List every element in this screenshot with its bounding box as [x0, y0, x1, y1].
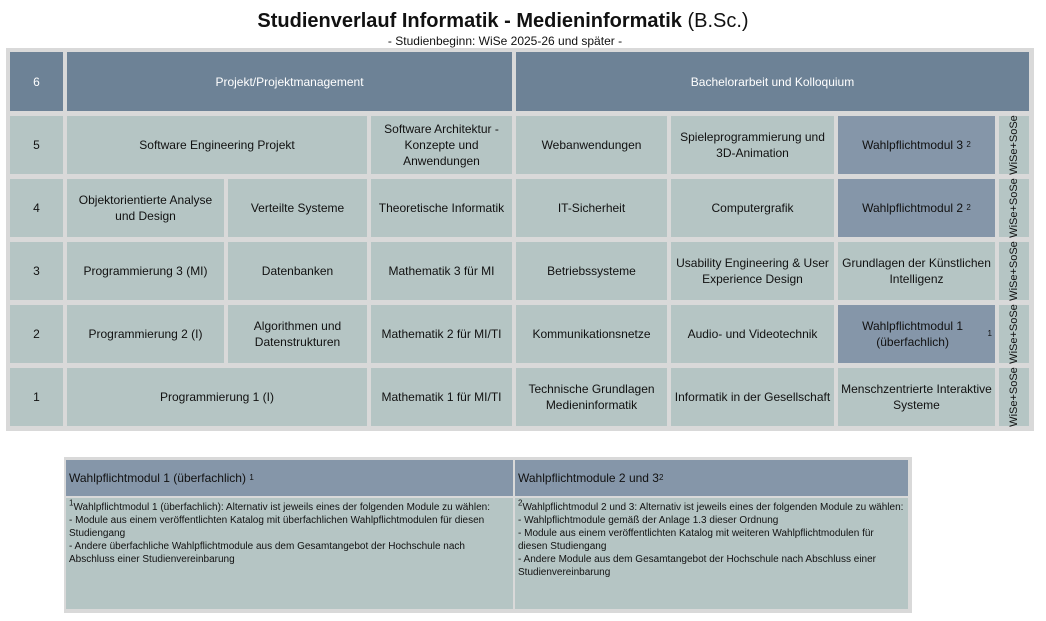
module-wahlpflichtmodul-2-label: Wahlpflichtmodul 2 — [862, 201, 964, 215]
term-label-5 — [999, 116, 1029, 174]
module-wahlpflichtmodul-1-label: Wahlpflichtmodul 1 (überfachlich) — [862, 319, 964, 349]
module-projektmanagement[interactable]: Projekt/Projektmanagement — [67, 52, 512, 111]
module-theoretische-informatik[interactable]: Theoretische Informatik — [371, 179, 512, 237]
legend-line-text: Wahlpflichtmodul 2 und 3: Alternativ ist jeweils eines der folgenden Module zu wählen: — [522, 502, 904, 513]
page-title-main: Studienverlauf Informatik - Medieninformatik — [257, 10, 682, 32]
semester-number-2: 2 — [10, 305, 63, 363]
module-objektorientierte-analyse[interactable]: Objektorientierte Analyse und Design — [67, 179, 224, 237]
page-title — [0, 10, 1006, 33]
term-label-4 — [999, 179, 1029, 237]
term-label-1 — [999, 368, 1029, 426]
module-wahlpflichtmodul-3[interactable]: Wahlpflichtmodul 3 2 — [838, 116, 995, 174]
legend-wpm1-line: - Andere überfachliche Wahlpflichtmodule aus dem Gesamtangebot der Hochschule nach Abschluss einer Studienvereinbarung — [69, 541, 465, 565]
module-audio-videotechnik[interactable]: Audio- und Videotechnik — [671, 305, 834, 363]
module-usability-engineering[interactable]: Usability Engineering & User Experience Design — [671, 242, 834, 300]
legend-wpm1-line: - Module aus einem veröffentlichten Katalog mit überfachlichen Wahlpflichtmodulen für diesen Studiengang — [69, 515, 485, 539]
module-mathematik-2[interactable]: Mathematik 2 für MI/TI — [371, 305, 512, 363]
module-mathematik-3[interactable]: Mathematik 3 für MI — [371, 242, 512, 300]
legend-wpm1-header: Wahlpflichtmodul 1 (überfachlich) 1 — [66, 460, 513, 496]
module-informatik-gesellschaft[interactable]: Informatik in der Gesellschaft — [671, 368, 834, 426]
module-programmierung-1[interactable]: Programmierung 1 (I) — [67, 368, 367, 426]
term-text: WiSe+SoSe — [1008, 367, 1020, 427]
footnote-marker: 1 — [69, 498, 74, 508]
module-wahlpflichtmodul-1[interactable]: Wahlpflichtmodul 1 (überfachlich) 1 — [838, 305, 995, 363]
module-webanwendungen[interactable]: Webanwendungen — [516, 116, 667, 174]
module-verteilte-systeme[interactable]: Verteilte Systeme — [228, 179, 367, 237]
page-title-degree: (B.Sc.) — [687, 10, 749, 32]
semester-number-6: 6 — [10, 52, 63, 111]
module-computergrafik[interactable]: Computergrafik — [671, 179, 834, 237]
term-text: WiSe+SoSe — [1008, 304, 1020, 364]
module-programmierung-2[interactable]: Programmierung 2 (I) — [67, 305, 224, 363]
term-text: WiSe+SoSe — [1008, 241, 1020, 301]
legend-wpm23-header: Wahlpflichtmodule 2 und 3 2 — [515, 460, 908, 496]
legend-wpm23-line: - Module aus einem veröffentlichten Katalog mit weiteren Wahlpflichtmodulen für diesen Studiengang — [518, 528, 874, 552]
page-subtitle: - Studienbeginn: WiSe 2025-26 und später - — [387, 34, 623, 48]
legend-wpm23-line: - Andere Module aus dem Gesamtangebot der Hochschule nach Abschluss einer Studienvereinbarung — [518, 554, 876, 578]
module-mathematik-1[interactable]: Mathematik 1 für MI/TI — [371, 368, 512, 426]
module-kommunikationsnetze[interactable]: Kommunikationsnetze — [516, 305, 667, 363]
semester-number-5: 5 — [10, 116, 63, 174]
semester-number-1: 1 — [10, 368, 63, 426]
legend-wpm23-line: - Wahlpflichtmodule gemäß der Anlage 1.3 dieser Ordnung — [518, 515, 779, 526]
footnote-marker: 2 — [518, 498, 523, 508]
module-spieleprogrammierung[interactable]: Spieleprogrammierung und 3D-Animation — [671, 116, 834, 174]
module-programmierung-3[interactable]: Programmierung 3 (MI) — [67, 242, 224, 300]
module-software-engineering-projekt[interactable]: Software Engineering Projekt — [67, 116, 367, 174]
term-label-3 — [999, 242, 1029, 300]
module-wahlpflichtmodul-2[interactable]: Wahlpflichtmodul 2 2 — [838, 179, 995, 237]
legend-wpm1-title: Wahlpflichtmodul 1 (überfachlich) — [69, 471, 246, 485]
module-algorithmen[interactable]: Algorithmen und Datenstrukturen — [228, 305, 367, 363]
module-technische-grundlagen[interactable]: Technische Grundlagen Medieninformatik — [516, 368, 667, 426]
legend-wpm1-note — [66, 498, 513, 609]
term-text: WiSe+SoSe — [1008, 115, 1020, 175]
legend-line-text: Wahlpflichtmodul 1 (überfachlich): Alternativ ist jeweils eines der folgenden Module zu wählen: — [73, 502, 490, 513]
module-kuenstliche-intelligenz[interactable]: Grundlagen der Künstlichen Intelligenz — [838, 242, 995, 300]
legend-wpm23-note — [515, 498, 908, 609]
semester-number-4: 4 — [10, 179, 63, 237]
module-menschzentrierte-systeme[interactable]: Menschzentrierte Interaktive Systeme — [838, 368, 995, 426]
module-it-sicherheit[interactable]: IT-Sicherheit — [516, 179, 667, 237]
module-software-architektur[interactable]: Software Architektur - Konzepte und Anwendungen — [371, 116, 512, 174]
module-wahlpflichtmodul-3-label: Wahlpflichtmodul 3 — [862, 138, 964, 152]
module-datenbanken[interactable]: Datenbanken — [228, 242, 367, 300]
term-label-2 — [999, 305, 1029, 363]
term-text: WiSe+SoSe — [1008, 178, 1020, 238]
legend-wpm1-line — [69, 498, 510, 514]
legend-wpm23-title: Wahlpflichtmodule 2 und 3 — [518, 471, 659, 485]
module-bachelorarbeit[interactable]: Bachelorarbeit und Kolloquium — [516, 52, 1029, 111]
semester-number-3: 3 — [10, 242, 63, 300]
legend-wpm23-line — [518, 498, 905, 514]
module-betriebssysteme[interactable]: Betriebssysteme — [516, 242, 667, 300]
